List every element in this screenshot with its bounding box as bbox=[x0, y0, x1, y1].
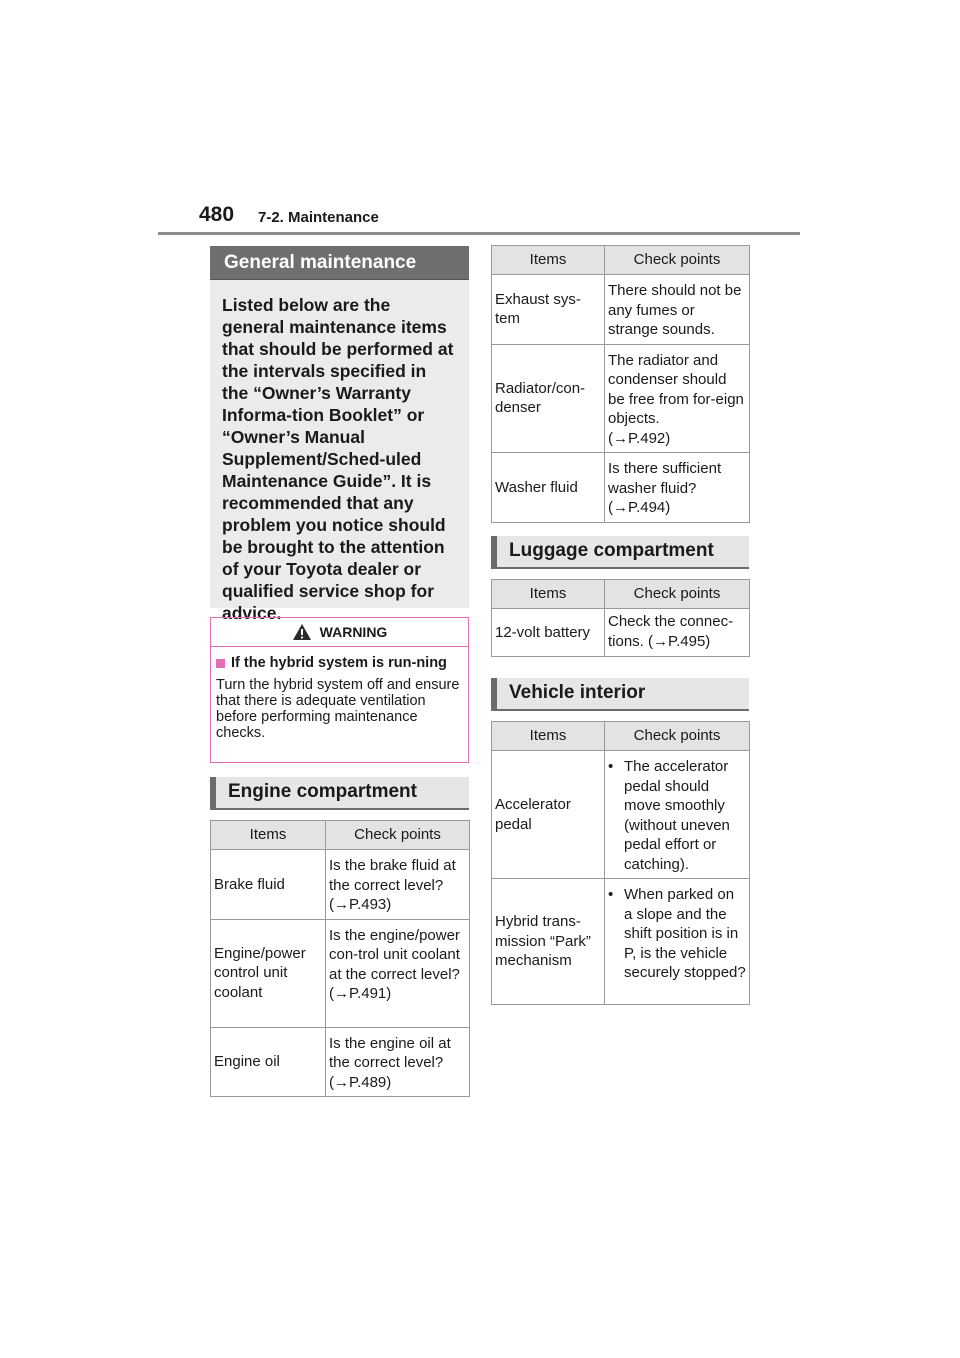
engine-compartment-heading: Engine compartment bbox=[210, 777, 469, 810]
check-cell: Is the brake fluid at the correct level? (→P.493) bbox=[326, 850, 470, 920]
check-text: Check the connec-tions. bbox=[608, 613, 734, 650]
general-intro-box bbox=[210, 280, 469, 623]
table-row bbox=[492, 751, 750, 879]
check-cell bbox=[605, 879, 750, 1005]
check-text: When parked on a slope and the shift position is in P, is the vehicle securely stopped? bbox=[624, 886, 746, 981]
bullet-icon: • bbox=[608, 758, 614, 775]
table-header-row bbox=[492, 580, 750, 609]
warning-subtitle-text: If the hybrid system is run-ning bbox=[231, 655, 447, 671]
column-header-items: Items bbox=[492, 246, 605, 275]
item-cell: Radiator/con-denser bbox=[492, 344, 605, 453]
check-cell: The radiator and condenser should be free from for-eign objects. (→P.492) bbox=[605, 344, 750, 453]
square-bullet-icon bbox=[216, 659, 225, 668]
column-header-check-points: Check points bbox=[605, 580, 750, 609]
table-row bbox=[492, 453, 750, 523]
table-row bbox=[211, 850, 470, 920]
item-cell: Accelerator pedal bbox=[492, 751, 605, 879]
section-title: 7-2. Maintenance bbox=[258, 209, 379, 226]
item-cell: Engine/power control unit coolant bbox=[211, 919, 326, 1027]
arrow-icon: → bbox=[334, 1073, 349, 1091]
table-header-row bbox=[492, 722, 750, 751]
table-row bbox=[492, 609, 750, 657]
table-row bbox=[492, 879, 750, 1005]
check-text: The radiator and condenser should be free from for-eign objects. bbox=[608, 351, 744, 427]
general-intro-text: Listed below are the general maintenance items that should be performed at the intervals specified in the “Owner’s Warranty Informa-tion Booklet” or “Owner’s Manual Supplement/Sched-uled Maintenance Guide”. It is recommended that any problem you notice should be brought to the attention of your Toyota dealer or qualified service shop for advice. bbox=[222, 295, 454, 623]
table-row bbox=[211, 1027, 470, 1097]
general-maintenance-heading: General maintenance bbox=[210, 246, 469, 280]
engine-compartment-table-continued bbox=[491, 245, 750, 523]
table-row bbox=[492, 344, 750, 453]
page-reference: P.492 bbox=[628, 429, 666, 447]
check-text: Is there sufficient washer fluid? bbox=[608, 460, 722, 497]
check-text: There should not be any fumes or strange sounds. bbox=[608, 282, 742, 338]
page-reference: P.489 bbox=[349, 1073, 387, 1091]
warning-label: WARNING bbox=[319, 624, 388, 640]
warning-box bbox=[210, 617, 469, 763]
warning-icon bbox=[292, 623, 312, 641]
page-number: 480 bbox=[199, 203, 235, 226]
item-cell: Exhaust sys-tem bbox=[492, 275, 605, 345]
table-row bbox=[211, 919, 470, 1027]
column-header-items: Items bbox=[492, 722, 605, 751]
header-divider bbox=[158, 232, 800, 235]
arrow-icon: → bbox=[334, 896, 349, 913]
check-cell bbox=[605, 751, 750, 879]
check-text: The accelerator pedal should move smoothly (without uneven pedal effort or catching). bbox=[624, 758, 730, 873]
page-reference: P.494 bbox=[628, 499, 666, 516]
arrow-icon: → bbox=[334, 985, 349, 1002]
warning-text: Turn the hybrid system off and ensure that there is adequate ventilation before performing maintenance checks. bbox=[216, 677, 460, 741]
item-cell: Washer fluid bbox=[492, 453, 605, 523]
item-cell: Engine oil bbox=[211, 1027, 326, 1097]
warning-subtitle bbox=[216, 655, 468, 671]
arrow-icon: → bbox=[613, 429, 628, 447]
engine-compartment-table bbox=[210, 820, 470, 1097]
check-cell: Is the engine/power con-trol unit coolant at the correct level? (→P.491) bbox=[326, 919, 470, 1027]
bullet-item bbox=[608, 885, 746, 983]
arrow-icon: → bbox=[653, 632, 669, 650]
check-cell: Is the engine oil at the correct level? (→P.489) bbox=[326, 1027, 470, 1097]
check-text: Is the brake fluid at the correct level? bbox=[329, 857, 456, 894]
page-reference: P.493 bbox=[349, 896, 387, 913]
page-reference: P.491 bbox=[349, 985, 387, 1002]
column-header-items: Items bbox=[492, 580, 605, 609]
warning-header bbox=[211, 618, 468, 647]
item-cell: 12-volt battery bbox=[492, 609, 605, 657]
luggage-compartment-table bbox=[491, 579, 750, 657]
table-row bbox=[492, 275, 750, 345]
column-header-check-points: Check points bbox=[605, 246, 750, 275]
check-cell: Check the connec-tions. (→P.495) bbox=[605, 609, 750, 657]
vehicle-interior-table bbox=[491, 721, 750, 1005]
column-header-check-points: Check points bbox=[326, 821, 470, 850]
arrow-icon: → bbox=[613, 499, 628, 516]
check-text: Is the engine/power con-trol unit coolant at the correct level? bbox=[329, 926, 460, 983]
column-header-check-points: Check points bbox=[605, 722, 750, 751]
bullet-icon: • bbox=[608, 886, 614, 903]
column-header-items: Items bbox=[211, 821, 326, 850]
page-reference: P.495 bbox=[668, 632, 706, 650]
table-header-row bbox=[211, 821, 470, 850]
check-cell: Is there sufficient washer fluid? (→P.494) bbox=[605, 453, 750, 523]
check-cell bbox=[605, 275, 750, 345]
check-text: Is the engine oil at the correct level? bbox=[329, 1034, 451, 1071]
item-cell: Brake fluid bbox=[211, 850, 326, 920]
bullet-item bbox=[608, 757, 746, 874]
luggage-compartment-heading: Luggage compartment bbox=[491, 536, 749, 569]
vehicle-interior-heading: Vehicle interior bbox=[491, 678, 749, 711]
item-cell: Hybrid trans-mission “Park” mechanism bbox=[492, 879, 605, 1005]
table-header-row bbox=[492, 246, 750, 275]
